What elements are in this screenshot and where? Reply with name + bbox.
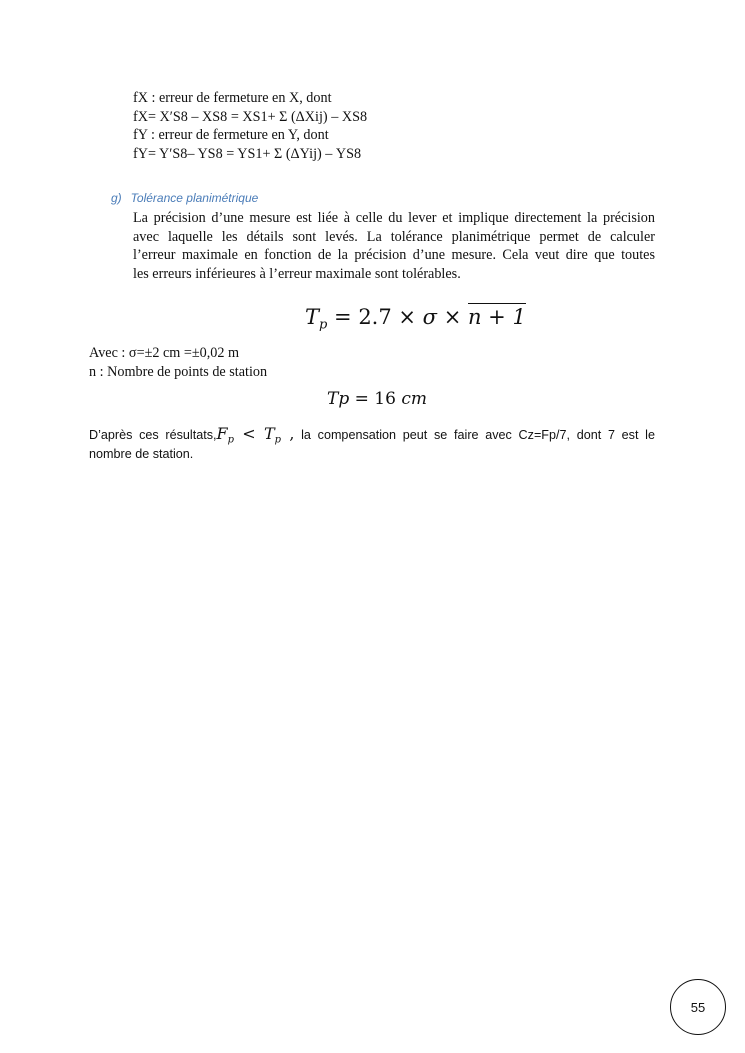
variables-block xyxy=(89,344,267,381)
tp-symbol: T xyxy=(264,424,275,443)
equation-sigma: σ xyxy=(422,305,438,329)
paragraph-line: les erreurs inférieures à l’erreur maximale sont tolérables. xyxy=(133,265,461,282)
conclusion-line-2: nombre de station. xyxy=(89,447,194,461)
variable-line: n : Nombre de points de station xyxy=(89,363,268,380)
tolerance-equation xyxy=(305,305,526,333)
conclusion-prefix: D’après ces résultats, xyxy=(89,428,217,442)
section-paragraph xyxy=(133,209,655,283)
paragraph-line: La précision d’une mesure est liée à celle du lever et implique directement la précision xyxy=(133,210,655,226)
formula-line: fX= X′S8 – XS8 = XS1+ Σ (ΔXij) – XS8 xyxy=(133,108,368,125)
conclusion-suffix: la compensation peut se faire avec Cz=Fp/7, dont 7 est le xyxy=(294,428,655,442)
paragraph-line: avec laquelle les détails sont levés. La tolérance planimétrique permet de calculer xyxy=(133,228,655,245)
page-number: 55 xyxy=(690,999,706,1015)
section-heading xyxy=(111,191,258,205)
inequality-comma: , xyxy=(281,424,295,443)
equation-rhs-prefix: = 2.7 × xyxy=(334,305,423,329)
paragraph-line: l’erreur maximale en fonction de la précision d’une mesure. Cela veut dire que toutes xyxy=(133,247,655,263)
formula-line: fX : erreur de fermeture en X, dont xyxy=(133,90,332,106)
variable-line: Avec : σ=±2 cm =±0,02 m xyxy=(89,345,240,361)
section-number: g) xyxy=(111,191,122,205)
equation-lhs-subscript: p xyxy=(319,317,328,333)
equation-lhs: T xyxy=(305,305,320,329)
fp-subscript: p xyxy=(227,434,234,446)
conclusion-inequality xyxy=(216,424,295,446)
equation-result-lhs: Tp xyxy=(327,389,350,409)
page-number-badge xyxy=(670,979,726,1035)
section-title: Tolérance planimétrique xyxy=(130,191,259,205)
formula-line: fY= Y′S8– YS8 = YS1+ Σ (ΔYij) – YS8 xyxy=(133,145,362,162)
closure-error-definitions xyxy=(133,89,367,163)
equation-times: × xyxy=(437,305,468,329)
formula-line: fY : erreur de fermeture en Y, dont xyxy=(133,127,329,143)
tolerance-result-equation xyxy=(327,389,427,409)
tp-subscript: p xyxy=(274,434,282,446)
conclusion-line-1 xyxy=(89,423,655,444)
equation-result-unit: cm xyxy=(401,389,427,409)
equation-result-value: = 16 xyxy=(349,389,402,409)
fp-symbol: F xyxy=(216,424,228,443)
less-than-symbol: < xyxy=(233,424,264,443)
equation-radicand: n + 1 xyxy=(467,305,526,329)
conclusion-paragraph xyxy=(89,423,655,465)
